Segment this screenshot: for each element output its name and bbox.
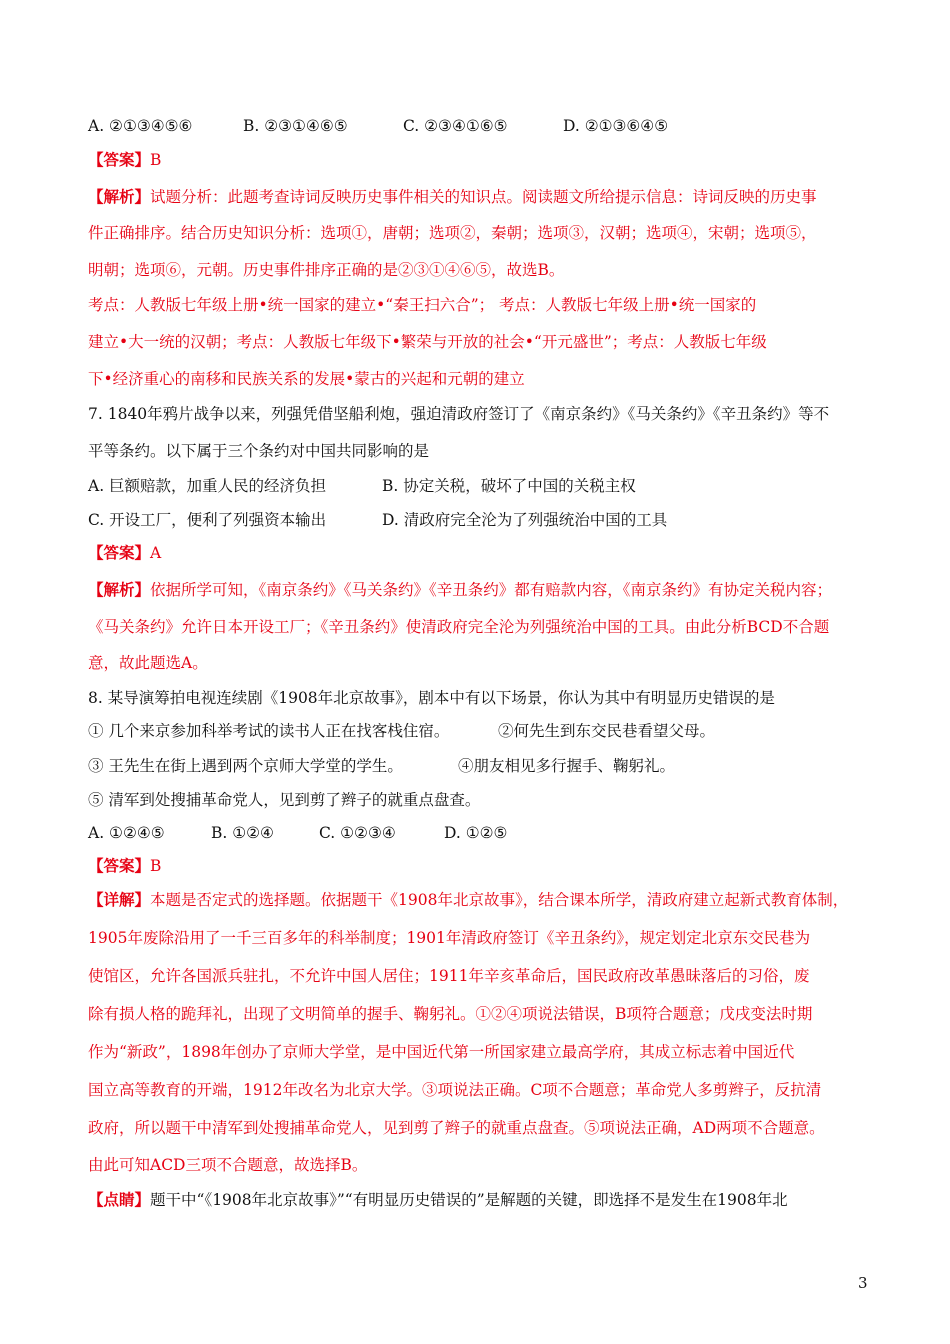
answer-tag: 【答案】 [88,856,151,875]
q8-answer [88,856,161,876]
q8-item-4: ④朋友相见多行握手、鞠躬礼。 [458,757,676,775]
q6-analysis-line: 明朝；选项⑥，元朝。历史事件排序正确的是②③①④⑥⑤，故选B。 [88,261,565,279]
q6-option-c: C. ②③④①⑥⑤ [403,117,508,135]
q6-analysis-line: 【解析】试题分析：此题考查诗词反映历史事件相关的知识点。阅读题文所给提示信息：诗词反映的历史事 [88,187,817,206]
q7-option-c: C. 开设工厂，便利了列强资本输出 [88,511,327,529]
q8-options [88,823,507,843]
q6-option-d: D. ②①③⑥④⑤ [563,117,669,135]
q8-detail-line: 1905年废除沿用了一千三百多年的科举制度；1901年清政府签订《辛丑条约》，规定划定北京东交民巷为 [88,929,811,947]
q7-stem-line: 平等条约。以下属于三个条约对中国共同影响的是 [88,442,430,460]
q7-option-b: B. 协定关税，破坏了中国的关税主权 [382,477,636,495]
answer-value: B [150,151,162,169]
q6-kaodian-line: 下•经济重心的南移和民族关系的发展•蒙古的兴起和元朝的建立 [88,370,525,388]
q8-detail-line: 作为“新政”，1898年创办了京师大学堂，是中国近代第一所国家建立最高学府，其成立标志着中国近代 [88,1043,795,1061]
q6-option-b: B. ②③①④⑥⑤ [243,117,348,135]
detail-tag: 【详解】 [88,890,151,909]
q8-option-b: B. ①②④ [211,824,274,842]
analysis-tag: 【解析】 [88,580,151,599]
q8-item-3: ③ 王先生在街上遇到两个京师大学堂的学生。 [88,757,403,775]
q8-detail-line: 除有损人格的跪拜礼，出现了文明简单的握手、鞠躬礼。①②④项说法错误，B项符合题意；戊戌变法时期 [88,1005,813,1023]
q7-analysis-line: 【解析】依据所学可知，《南京条约》《马关条约》《辛丑条约》都有赔款内容，《南京条约》有协定关税内容； [88,580,833,599]
q7-stem-line: 7. 1840年鸦片战争以来，列强凭借坚船利炮，强迫清政府签订了《南京条约》《马关条约》《辛丑条约》等不 [88,405,830,423]
q6-answer [88,150,161,170]
q8-detail-line: 政府，所以题干中清军到处搜捕革命党人，见到剪了辫子的就重点盘查。⑤项说法正确，AD两项不合题意。 [88,1119,825,1137]
q8-detail-line: 国立高等教育的开端，1912年改名为北京大学。③项说法正确。C项不合题意；革命党人多剪辫子，反抗清 [88,1081,822,1099]
q7-options-row [88,510,667,530]
analysis-tag: 【解析】 [88,187,151,206]
q8-items-row [88,756,675,776]
q8-item-5: ⑤ 清军到处搜捕革命党人，见到剪了辫子的就重点盘查。 [88,791,481,809]
q6-kaodian-line: 建立•大一统的汉朝；考点：人教版七年级下•繁荣与开放的社会•“开元盛世”；考点：人教版七年级 [88,333,767,351]
q7-options-row [88,476,636,496]
q8-option-d: D. ①②⑤ [444,824,508,842]
q7-option-d: D. 清政府完全沦为了列强统治中国的工具 [382,511,668,529]
q7-answer [88,543,161,563]
dianjing-tag: 【点睛】 [88,1190,151,1209]
q7-option-a: A. 巨额赔款，加重人民的经济负担 [88,477,327,495]
q8-stem: 8. 某导演筹拍电视连续剧《1908年北京故事》，剧本中有以下场景，你认为其中有明显历史错误的是 [88,689,775,707]
q8-detail-line: 使馆区，允许各国派兵驻扎，不允许中国人居住；1911年辛亥革命后，国民政府改革愚昧落后的习俗，废 [88,967,810,985]
q8-item-1: ① 几个来京参加科举考试的读书人正在找客栈住宿。 [88,722,450,740]
q8-option-c: C. ①②③④ [319,824,396,842]
q6-kaodian-line: 考点：人教版七年级上册•统一国家的建立•“秦王扫六合”； 考点：人教版七年级上册•统一国家的 [88,296,757,314]
q8-dianjing: 【点睛】题干中“《1908年北京故事》”“有明显历史错误的”是解题的关键，即选择不是发生在1908年北 [88,1190,788,1209]
answer-tag: 【答案】 [88,543,151,562]
q8-detail-line: 【详解】本题是否定式的选择题。依据题干《1908年北京故事》，结合课本所学，清政府建立起新式教育体制， [88,890,849,909]
answer-tag: 【答案】 [88,150,151,169]
q8-items-row [88,721,715,741]
q6-analysis-line: 件正确排序。结合历史知识分析：选项①，唐朝；选项②，秦朝；选项③，汉朝；选项④，宋朝；选项⑤， [88,224,817,242]
page-number: 3 [858,1274,868,1292]
q7-analysis-line: 意，故此题选A。 [88,654,208,672]
q8-option-a: A. ①②④⑤ [88,824,165,842]
q6-option-a: A. ②①③④⑤⑥ [88,117,193,135]
q8-detail-line: 由此可知ACD三项不合题意，故选择B。 [88,1156,368,1174]
answer-value: B [150,857,162,875]
answer-value: A [150,544,162,562]
q8-item-2: ②何先生到东交民巷看望父母。 [498,722,716,740]
q6-options [88,116,668,136]
q7-analysis-line: 《马关条约》允许日本开设工厂；《辛丑条约》使清政府完全沦为列强统治中国的工具。由此分析BCD不合题 [88,618,830,636]
